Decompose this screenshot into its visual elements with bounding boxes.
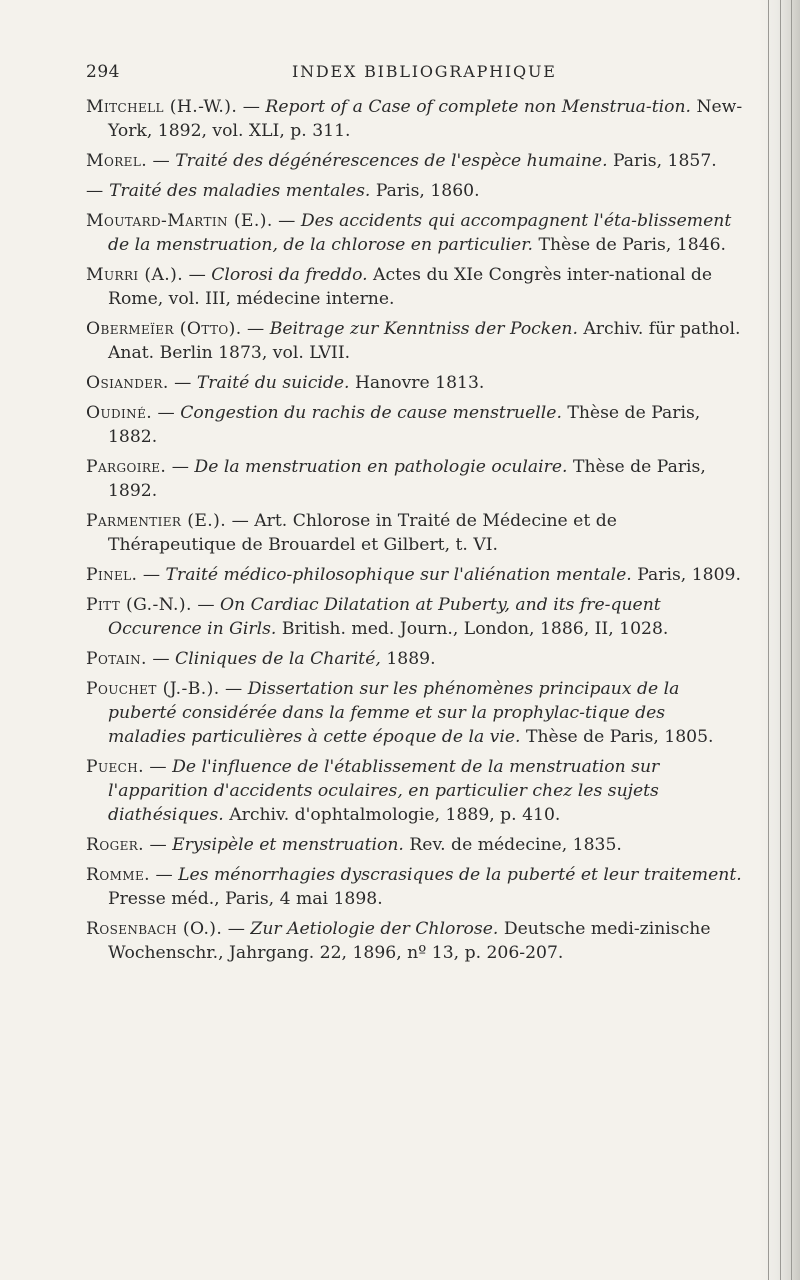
- entry-author: Oudiné.: [86, 403, 153, 423]
- bibliography-entry: [86, 833, 746, 857]
- entry-details: Actes du XIe Congrès inter-national de Rome, vol. III, médecine interne.: [108, 265, 713, 309]
- entry-separator: —: [222, 919, 251, 939]
- entry-title: Les ménorrhagies dyscrasiques de la puberté et leur traitement.: [178, 865, 742, 885]
- page-number: 294: [86, 62, 120, 82]
- entry-separator: —: [219, 679, 248, 699]
- entry-details: Presse méd., Paris, 4 mai 1898.: [108, 889, 383, 909]
- bibliography-entry: [86, 647, 746, 671]
- entry-title: Cliniques de la Charité,: [175, 649, 381, 669]
- entry-details: Paris, 1809.: [631, 565, 741, 585]
- entry-author: Morel.: [86, 151, 148, 171]
- entry-author: Rosenbach (O.).: [86, 919, 223, 939]
- bibliography-entry: [86, 593, 746, 641]
- entry-separator: —: [144, 835, 173, 855]
- entry-details: Thèse de Paris, 1882.: [108, 403, 701, 447]
- entry-title: Des accidents qui accompagnent l'éta-blissement de la menstruation, de la chlorose en particulier.: [108, 211, 732, 255]
- entry-author: Pouchet (J.-B.).: [86, 679, 220, 699]
- entry-separator: —: [146, 649, 176, 669]
- entry-separator: —: [152, 403, 181, 423]
- entry-title: Clorosi da freddo.: [211, 265, 368, 285]
- entry-details: 1889.: [380, 649, 436, 669]
- bibliography-entry: [86, 263, 746, 311]
- entry-author: Murri (A.).: [86, 265, 184, 285]
- entry-title: Traité médico-philosophique sur l'aliénation mentale.: [165, 565, 632, 585]
- bibliography-entry: [86, 455, 746, 503]
- bibliography-entry: [86, 371, 746, 395]
- bibliography-entry: [86, 755, 746, 827]
- entry-title: Dissertation sur les phénomènes principaux de la puberté considérée dans la femme et sur la prophylac-tique des maladies particulières à cette époque de la vie.: [108, 679, 680, 747]
- entry-title: Traité des maladies mentales.: [109, 181, 371, 201]
- entry-author: Moutard-Martin (E.).: [86, 211, 273, 231]
- bibliography-entry: [86, 209, 746, 257]
- entry-separator: —: [166, 457, 195, 477]
- bibliography-entry: [86, 863, 746, 911]
- entry-title: De la menstruation en pathologie oculaire.: [194, 457, 568, 477]
- entry-title: Erysipèle et menstruation.: [172, 835, 404, 855]
- entry-author: —: [86, 181, 104, 201]
- entry-title: Congestion du rachis de cause menstruelle.: [180, 403, 562, 423]
- bibliography-entry: [86, 917, 746, 965]
- entry-separator: —: [147, 151, 176, 171]
- entry-details: British. med. Journ., London, 1886, II, 1028.: [276, 619, 669, 639]
- entry-title: Traité du suicide.: [196, 373, 350, 393]
- entry-details: Deutsche medi-zinische Wochenschr., Jahrgang. 22, 1896, nº 13, p. 206-207.: [108, 919, 711, 963]
- bibliography-entry: [86, 509, 746, 557]
- entry-title: Traité des dégénérescences de l'espèce humaine.: [175, 151, 608, 171]
- entry-separator: —: [149, 865, 179, 885]
- entry-separator: —: [137, 565, 166, 585]
- entry-separator: —: [143, 757, 173, 777]
- entry-title: On Cardiac Dilatation at Puberty, and its fre-quent Occurence in Girls.: [108, 595, 661, 639]
- bibliography-entry: [86, 563, 746, 587]
- entry-author: Parmentier (E.).: [86, 511, 227, 531]
- entry-details: Paris, 1860.: [370, 181, 480, 201]
- entry-title: Report of a Case of complete non Menstrua-tion.: [265, 97, 691, 117]
- bibliography-entry: [86, 401, 746, 449]
- entry-author: Mitchell (H.-W.).: [86, 97, 238, 117]
- entry-details: Rev. de médecine, 1835.: [403, 835, 622, 855]
- entry-details: Thèse de Paris, 1805.: [520, 727, 714, 747]
- entry-title: De l'influence de l'établissement de la menstruation sur l'apparition d'accidents oculaires, en particulier chez les sujets diathésiques.: [108, 757, 660, 825]
- entry-separator: —: [191, 595, 220, 615]
- entry-author: Pargoire.: [86, 457, 167, 477]
- entry-title: Beitrage zur Kenntniss der Pocken.: [269, 319, 578, 339]
- entry-separator: —: [237, 97, 266, 117]
- bibliography-entry: [86, 677, 746, 749]
- entry-separator: —: [241, 319, 270, 339]
- entry-details: Thèse de Paris, 1892.: [108, 457, 706, 501]
- entry-separator: —: [272, 211, 301, 231]
- bibliography-entry: [86, 149, 746, 173]
- entry-author: Roger.: [86, 835, 145, 855]
- entry-details: Hanovre 1813.: [349, 373, 485, 393]
- page-edge: [758, 0, 800, 1280]
- entry-title: Zur Aetiologie der Chlorose.: [250, 919, 499, 939]
- bibliography-list: [86, 95, 746, 971]
- running-head: INDEX BIBLIOGRAPHIQUE: [292, 62, 557, 81]
- bibliography-entry: [86, 317, 746, 365]
- entry-details: Art. Chlorose in Traité de Médecine et de Thérapeutique de Brouardel et Gilbert, t. VI.: [108, 511, 617, 555]
- entry-details: Archiv. d'ophtalmologie, 1889, p. 410.: [223, 805, 561, 825]
- entry-details: Archiv. für pathol. Anat. Berlin 1873, vol. LVII.: [108, 319, 741, 363]
- entry-author: Obermeïer (Otto).: [86, 319, 242, 339]
- page-header: [86, 62, 746, 92]
- entry-author: Puech.: [86, 757, 144, 777]
- entry-author: Pitt (G.-N.).: [86, 595, 192, 615]
- entry-details: New-York, 1892, vol. XLI, p. 311.: [108, 97, 743, 141]
- entry-details: Thèse de Paris, 1846.: [533, 235, 726, 255]
- bibliography-entry: [86, 179, 746, 203]
- entry-author: Potain.: [86, 649, 147, 669]
- entry-separator: —: [226, 511, 255, 531]
- entry-author: Pinel.: [86, 565, 138, 585]
- entry-separator: —: [183, 265, 212, 285]
- entry-author: Osiander.: [86, 373, 169, 393]
- entry-details: Paris, 1857.: [607, 151, 717, 171]
- entry-separator: —: [168, 373, 197, 393]
- bibliography-entry: [86, 95, 746, 143]
- entry-author: Romme.: [86, 865, 150, 885]
